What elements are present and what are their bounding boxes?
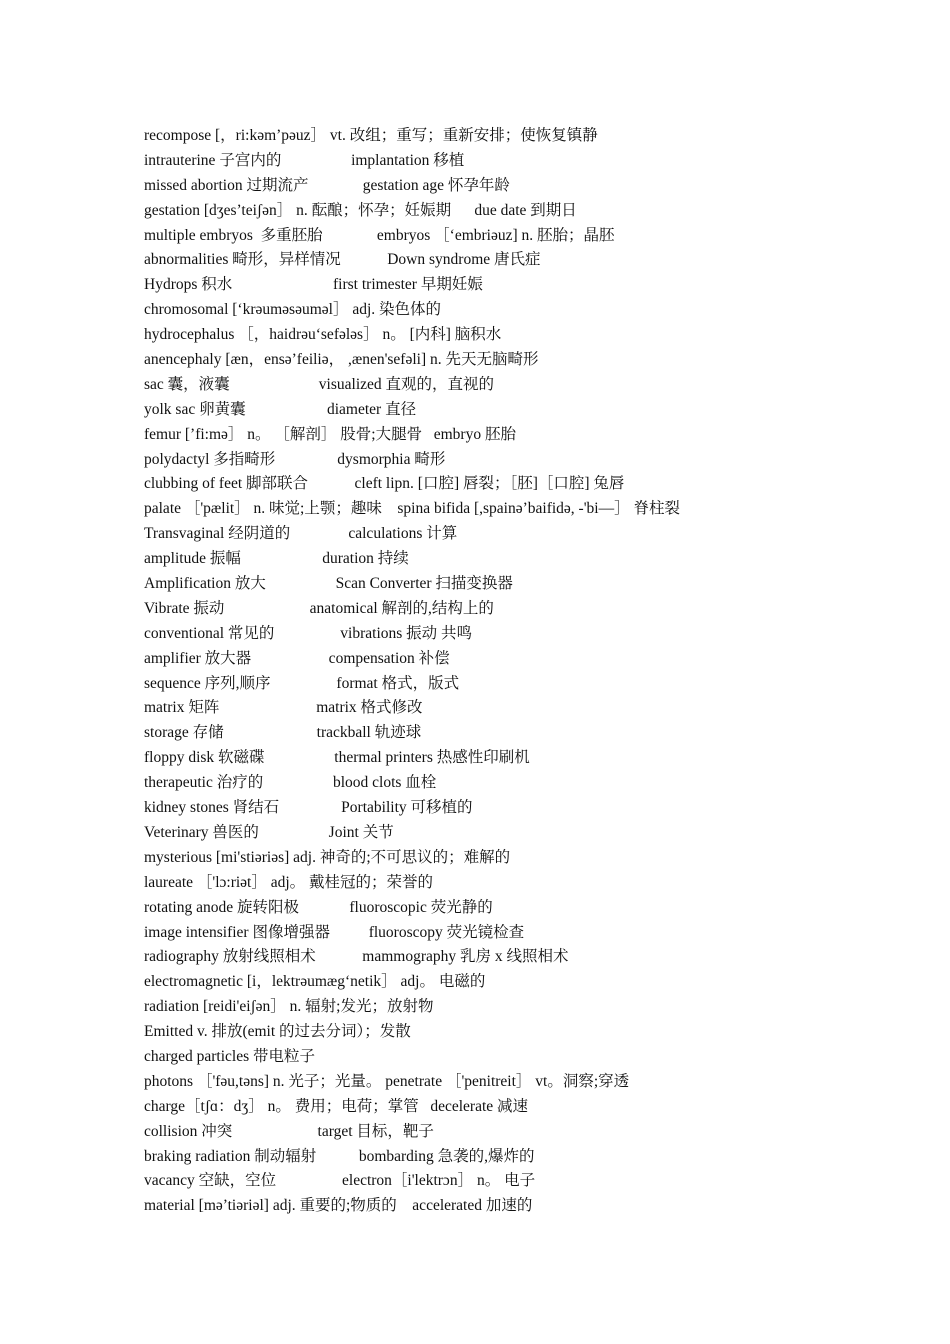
- vocabulary-line: kidney stones 肾结石 Portability 可移植的: [144, 799, 473, 817]
- vocabulary-line: sequence 序列,顺序 format 格式，版式: [144, 674, 460, 692]
- vocabulary-line: charged particles 带电粒子: [144, 1047, 316, 1065]
- vocabulary-line: amplitude 振幅 duration 持续: [144, 550, 409, 568]
- vocabulary-line: amplifier 放大器 compensation 补偿: [144, 649, 450, 667]
- vocabulary-line: braking radiation 制动辐射 bombarding 急袭的,爆炸的: [144, 1147, 535, 1165]
- vocabulary-line: multiple embryos 多重胚胎 embryos ［‘embriəuz] n. 胚胎；晶胚: [144, 226, 615, 244]
- vocabulary-line: Vibrate 振动 anatomical 解剖的,结构上的: [144, 599, 494, 617]
- vocabulary-line: Transvaginal 经阴道的 calculations 计算: [144, 525, 458, 543]
- vocabulary-line: sac 囊，液囊 visualized 直观的，直视的: [144, 375, 495, 393]
- vocabulary-line: chromosomal [‘krəuməsəuməl］ adj. 染色体的: [144, 301, 442, 319]
- vocabulary-line: material [mə’tiəriəl] adj. 重要的;物质的 accelerated 加速的: [144, 1197, 533, 1215]
- vocabulary-line: anencephaly [æn，ensə’feiliə， ,ænen'sefəli] n. 先天无脑畸形: [144, 351, 539, 369]
- vocabulary-line: hydrocephalus ［，haidrəu‘sefələs］ n。 [内科] 脑积水: [144, 326, 502, 344]
- vocabulary-line: palate ［'pælit］ n. 味觉;上颚；趣味 spina bifida [,spainə’baifidə, -'bi—］ 脊柱裂: [144, 500, 680, 518]
- vocabulary-line: therapeutic 治疗的 blood clots 血栓: [144, 774, 437, 792]
- vocabulary-line: storage 存储 trackball 轨迹球: [144, 724, 422, 742]
- vocabulary-line: electromagnetic [i，lektrəumæg‘netik］ adj。 电磁的: [144, 973, 486, 991]
- vocabulary-line: conventional 常见的 vibrations 振动 共鸣: [144, 624, 473, 642]
- vocabulary-line: Hydrops 积水 first trimester 早期妊娠: [144, 276, 483, 294]
- vocabulary-line: laureate ［'lɔ:riət］ adj。 戴桂冠的；荣誉的: [144, 873, 434, 891]
- vocabulary-line: radiation [reidi'eiʃən］ n. 辐射;发光；放射物: [144, 998, 434, 1016]
- vocabulary-line: vacancy 空缺，空位 electron［i'lektrɔn］ n。 电子: [144, 1172, 536, 1190]
- vocabulary-line: Veterinary 兽医的 Joint 关节: [144, 823, 394, 841]
- vocabulary-line: polydactyl 多指畸形 dysmorphia 畸形: [144, 450, 446, 468]
- vocabulary-line: recompose [，ri:kəm’pəuz］ vt. 改组；重写；重新安排；使恢复镇静: [144, 127, 598, 144]
- vocabulary-line: matrix 矩阵 matrix 格式修改: [144, 699, 423, 717]
- vocabulary-line: collision 冲突 target 目标，靶子: [144, 1122, 434, 1140]
- vocabulary-line: yolk sac 卵黄囊 diameter 直径: [144, 400, 417, 418]
- vocabulary-line: Amplification 放大 Scan Converter 扫描变换器: [144, 575, 513, 593]
- vocabulary-line: image intensifier 图像增强器 fluoroscopy 荧光镜检查: [144, 923, 525, 941]
- vocabulary-line: charge［tʃɑ：dʒ］ n。 费用；电荷；掌管 decelerate 减速: [144, 1097, 529, 1115]
- vocabulary-line: femur [’fi:mə］ n。 ［解剖］ 股骨;大腿骨 embryo 胚胎: [144, 425, 516, 443]
- vocabulary-line: intrauterine 子宫内的 implantation 移植: [144, 151, 465, 169]
- vocabulary-line: abnormalities 畸形，异样情况 Down syndrome 唐氏症: [144, 251, 541, 269]
- vocabulary-line: Emitted v. 排放(emit 的过去分词）；发散: [144, 1023, 411, 1041]
- vocabulary-line: photons ［'fəu,təns] n. 光子；光量。 penetrate ［'penitreit］ vt。洞察;穿透: [144, 1072, 630, 1090]
- vocabulary-line: rotating anode 旋转阳极 fluoroscopic 荧光静的: [144, 898, 493, 916]
- vocabulary-line: floppy disk 软磁碟 thermal printers 热感性印刷机: [144, 749, 530, 767]
- vocabulary-line: clubbing of feet 脚部联合 cleft lipn. [口腔] 唇裂；［胚]［口腔] 兔唇: [144, 475, 625, 493]
- vocabulary-line: radiography 放射线照相术 mammography 乳房 x 线照相术: [144, 948, 569, 966]
- vocabulary-list: [144, 124, 904, 1219]
- vocabulary-line: mysterious [mi'stiəriəs] adj. 神奇的;不可思议的；难解的: [144, 848, 511, 866]
- vocabulary-line: gestation [dʒes’teiʃən］ n. 酝酿；怀孕；妊娠期 due date 到期日: [144, 201, 577, 219]
- vocabulary-line: missed abortion 过期流产 gestation age 怀孕年龄: [144, 176, 510, 194]
